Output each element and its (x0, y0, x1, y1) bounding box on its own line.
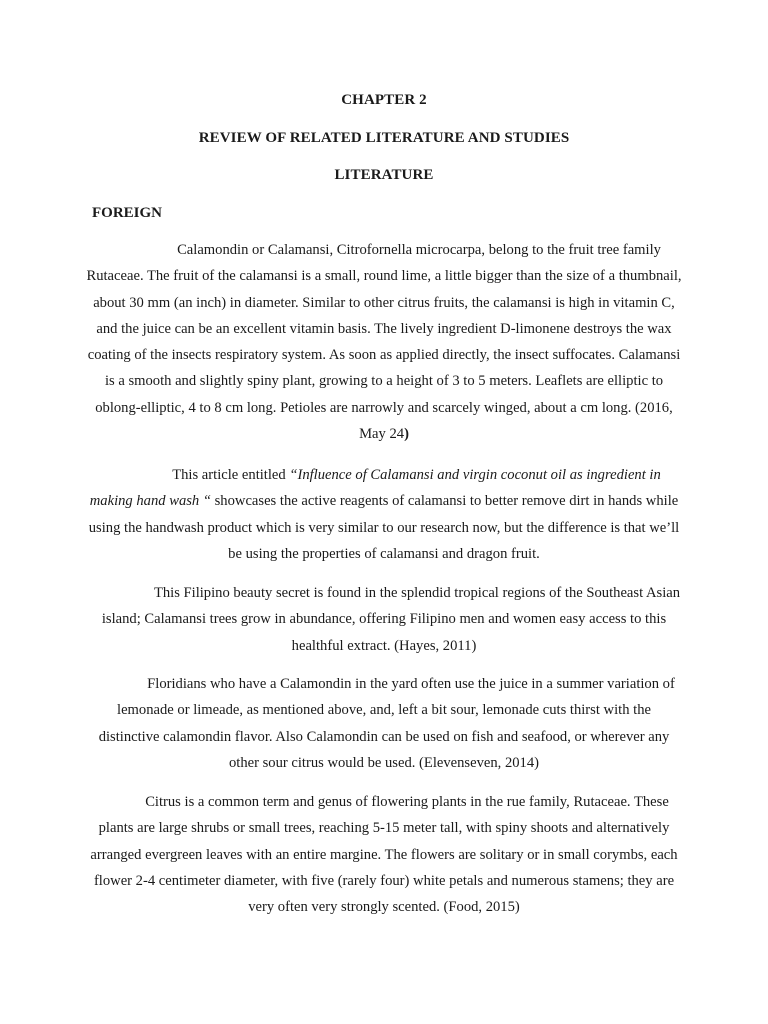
section-title: REVIEW OF RELATED LITERATURE AND STUDIES (198, 130, 570, 146)
paragraph-citrus-genus (86, 789, 682, 920)
paragraph-text: Citrus is a common term and genus of flowering plants in the rue family, Rutaceae. These plants are large shrubs or small trees, reaching 5-15 meter tall, with spiny shoots and alternatively arranged evergreen leaves with an entire margine. The flowers are solitary or in small corymbs, each flower 2-4 centimeter diameter, with five (rarely four) white petals and numerous stamens; they are very often very strongly scented. (Food, 2015) (90, 794, 678, 916)
paragraph-calamondin-description (86, 237, 682, 447)
subsection-title: LITERATURE (334, 167, 434, 183)
category-heading: FOREIGN (92, 205, 163, 221)
closing-parenthesis: ) (404, 426, 409, 443)
paragraph-text: showcases the active reagents of calamansi to better remove dirt in hands while using the handwash product which is very similar to our research now, but the difference is that we’ll be using the properties of calamansi and dragon fruit. (88, 493, 680, 562)
paragraph-text: Calamondin or Calamansi, Citrofornella microcarpa, belong to the fruit tree family Rutaceae. The fruit of the calamansi is a small, round lime, a little bigger than the size of a thumbnail, about 30 mm (an inch) in diameter. Similar to other citrus fruits, the calamansi is high in vitamin C, and the juice can be an excellent vitamin basis. The lively ingredient D-limonene destroys the wax coating of the insects respiratory system. As soon as applied directly, the insect suffocates. Calamansi is a smooth and slightly spiny plant, growing to a height of 3 to 5 meters. Leaflets are elliptic to oblong-elliptic, 4 to 8 cm long. Petioles are narrowly and scarcely winged, about a cm long. (2016, May 24 (86, 242, 682, 443)
paragraph-text: Floridians who have a Calamondin in the yard often use the juice in a summer variation of lemonade or limeade, as mentioned above, and, left a bit sour, lemonade cuts thirst with the distinctive calamondin flavor. Also Calamondin can be used on fish and seafood, or wherever any other sour citrus would be used. (Elevenseven, 2014) (98, 676, 675, 771)
article-title: “Influence of Calamansi and virgin coconut oil as ingredient in making hand wash “ (89, 467, 661, 510)
paragraph-hand-wash-article (86, 462, 682, 567)
paragraph-filipino-beauty (86, 580, 682, 659)
paragraph-text: This article entitled (172, 467, 290, 483)
paragraph-text: This Filipino beauty secret is found in the splendid tropical regions of the Southeast Asian island; Calamansi trees grow in abundance, offering Filipino men and women easy access to this healthful extract. (Hayes, 2011) (101, 585, 681, 654)
chapter-heading: CHAPTER 2 (341, 92, 427, 108)
paragraph-floridians (86, 671, 682, 776)
